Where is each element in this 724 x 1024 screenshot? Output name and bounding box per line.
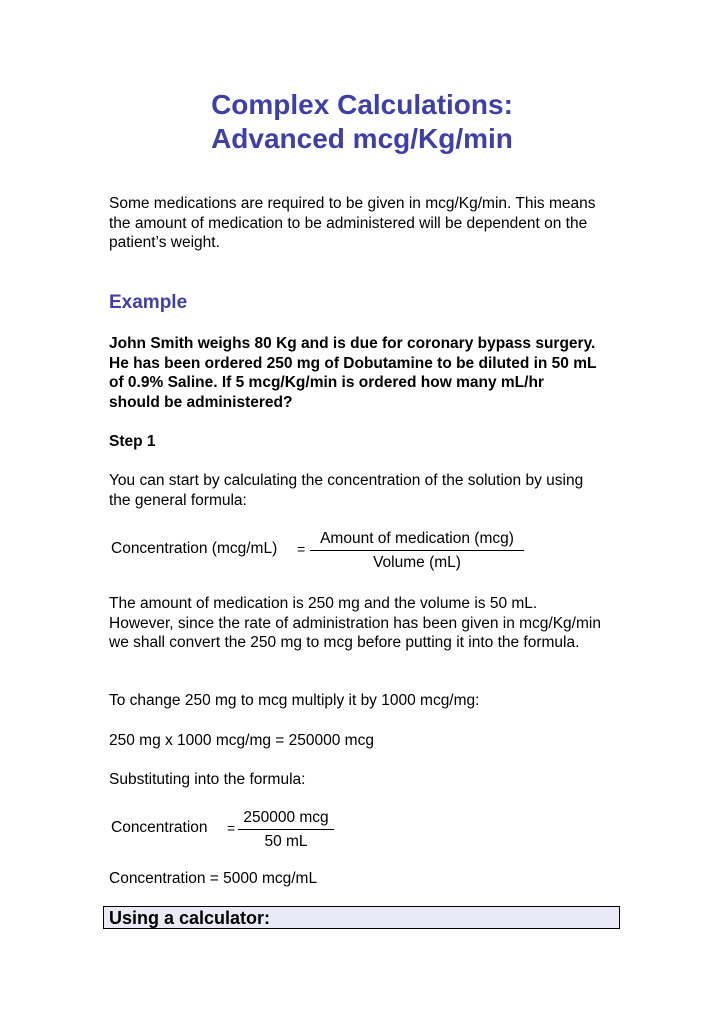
formula2-denominator: 50 mL xyxy=(264,833,308,850)
formula1-fraction-bar xyxy=(310,550,524,551)
calculator-section-heading: Using a calculator: xyxy=(109,908,271,928)
convert-equation: 250 mg x 1000 mcg/mg = 250000 mcg xyxy=(109,732,374,749)
example-heading: Example xyxy=(109,292,188,313)
calculator-section-box xyxy=(103,906,620,929)
formula2-fraction-bar xyxy=(238,829,334,830)
page-title xyxy=(0,88,724,156)
formula1-denominator: Volume (mL) xyxy=(373,554,461,571)
title-line-1: Complex Calculations: xyxy=(211,89,513,120)
formula2-numerator: 250000 mcg xyxy=(243,809,329,826)
substitute-text: Substituting into the formula: xyxy=(109,771,306,788)
example-question: John Smith weighs 80 Kg and is due for coronary bypass surgery. He has been ordered 250 mg of Dobutamine to be diluted in 50 mL of 0.9% Saline. If 5 mcg/Kg/min is ordered how many mL/hr should be administered? xyxy=(109,335,597,411)
step1-label: Step 1 xyxy=(109,433,156,450)
formula2-lhs: Concentration xyxy=(111,819,208,836)
formula1-lhs: Concentration (mcg/mL) xyxy=(111,540,278,557)
conversion-explanation: The amount of medication is 250 mg and the volume is 50 mL. However, since the rate of administration has been given in mcg/Kg/min we shall convert the 250 mg to mcg before putting it into the formula. xyxy=(109,595,601,651)
step1-intro: You can start by calculating the concentration of the solution by using the general formula: xyxy=(109,472,584,509)
convert-intro: To change 250 mg to mcg multiply it by 1000 mcg/mg: xyxy=(109,692,480,709)
formula1-numerator: Amount of medication (mcg) xyxy=(320,530,514,547)
intro-paragraph: Some medications are required to be given in mcg/Kg/min. This means the amount of medication to be administered will be dependent on the patient’s weight. xyxy=(109,195,596,251)
formula1-equals: = xyxy=(297,541,306,557)
concentration-result: Concentration = 5000 mcg/mL xyxy=(109,870,318,887)
formula2-equals: = xyxy=(227,820,236,836)
title-line-2: Advanced mcg/Kg/min xyxy=(211,123,513,154)
